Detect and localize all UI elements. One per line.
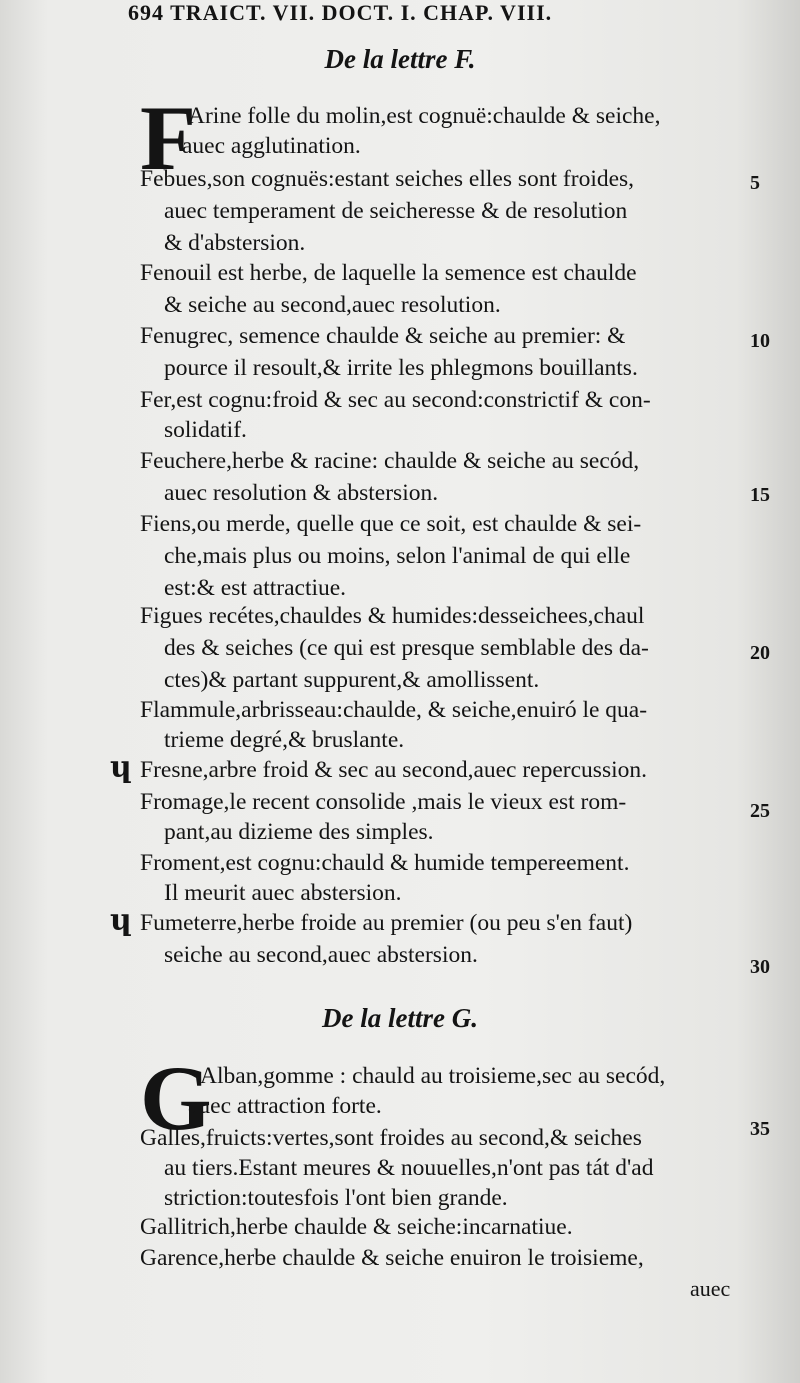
- entry-line: auec temperament de seicheresse & de resolution: [164, 198, 628, 224]
- marginal-mark: ɥ: [110, 903, 132, 938]
- entry-line: Flammule,arbrisseau:chaulde, & seiche,enuiró le qua-: [140, 697, 648, 723]
- entry-line: auec resolution & abstersion.: [164, 480, 439, 506]
- drop-cap-g: G: [140, 1047, 212, 1149]
- entry-line: Garence,herbe chaulde & seiche enuiron le troisieme,: [140, 1245, 644, 1271]
- entry-line: auec agglutination.: [182, 133, 361, 159]
- entry-line: che,mais plus ou moins, selon l'animal de qui elle: [164, 543, 631, 569]
- entry-line: Arine folle du molin,est cognuë:chaulde & seiche,: [188, 103, 661, 129]
- entry-line: Figues recétes,chauldes & humides:desseichees,chaul: [140, 603, 645, 629]
- entry-line: trieme degré,& bruslante.: [164, 727, 405, 753]
- entry-line: pource il resoult,& irrite les phlegmons bouillants.: [164, 355, 638, 381]
- entry-line: striction:toutesfois l'ont bien grande.: [164, 1185, 508, 1211]
- entry-line: pant,au dizieme des simples.: [164, 819, 434, 845]
- line-number: 5: [750, 172, 760, 194]
- entry-line: Fenugrec, semence chaulde & seiche au premier: &: [140, 323, 626, 349]
- line-number: 25: [750, 800, 770, 822]
- entry-line: est:& est attractiue.: [164, 575, 347, 601]
- catchword: auec: [690, 1276, 731, 1301]
- running-head: 694 TRAICT. VII. DOCT. I. CHAP. VIII.: [128, 0, 553, 25]
- entry-line: Galles,fruicts:vertes,sont froides au second,& seiches: [140, 1125, 642, 1151]
- entry-line: Il meurit auec abstersion.: [164, 880, 402, 906]
- entry-line: & seiche au second,auec resolution.: [164, 292, 501, 318]
- line-number: 20: [750, 642, 770, 664]
- entry-line: Febues,son cognuës:estant seiches elles sont froides,: [140, 166, 635, 192]
- entry-line: ctes)& partant suppurent,& amollissent.: [164, 667, 540, 693]
- entry-line: & d'abstersion.: [164, 230, 306, 256]
- section-heading-f: De la lettre F.: [324, 44, 476, 74]
- line-number: 35: [750, 1118, 770, 1140]
- entry-line: Fer,est cognu:froid & sec au second:constrictif & con-: [140, 387, 651, 413]
- line-number: 10: [750, 330, 770, 352]
- entry-line: Gallitrich,herbe chaulde & seiche:incarnatiue.: [140, 1214, 573, 1240]
- entry-line: Fresne,arbre froid & sec au second,auec repercussion.: [140, 757, 647, 783]
- entry-line: Fumeterre,herbe froide au premier (ou peu s'en faut): [140, 910, 633, 936]
- entry-line: des & seiches (ce qui est presque semblable des da-: [164, 635, 649, 661]
- entry-line: solidatif.: [164, 417, 247, 443]
- line-number: 15: [750, 484, 770, 506]
- entry-line: Fenouil est herbe, de laquelle la semence est chaulde: [140, 260, 637, 286]
- entry-line: auec attraction forte.: [188, 1093, 382, 1119]
- section-heading-g: De la lettre G.: [322, 1003, 478, 1033]
- marginal-mark: ɥ: [110, 750, 132, 785]
- entry-line: au tiers.Estant meures & nouuelles,n'ont pas tát d'ad: [164, 1155, 654, 1181]
- entry-line: Froment,est cognu:chauld & humide tempereement.: [140, 850, 630, 876]
- entry-line: Fromage,le recent consolide ,mais le vieux est rom-: [140, 789, 627, 815]
- entry-line: Fiens,ou merde, quelle que ce soit, est chaulde & sei-: [140, 511, 642, 537]
- drop-cap-f: F: [140, 87, 197, 189]
- entry-line: Feuchere,herbe & racine: chaulde & seiche au secód,: [140, 448, 640, 474]
- line-number: 30: [750, 956, 770, 978]
- entry-line: Alban,gomme : chauld au troisieme,sec au secód,: [200, 1063, 666, 1089]
- entry-line: seiche au second,auec abstersion.: [164, 942, 478, 968]
